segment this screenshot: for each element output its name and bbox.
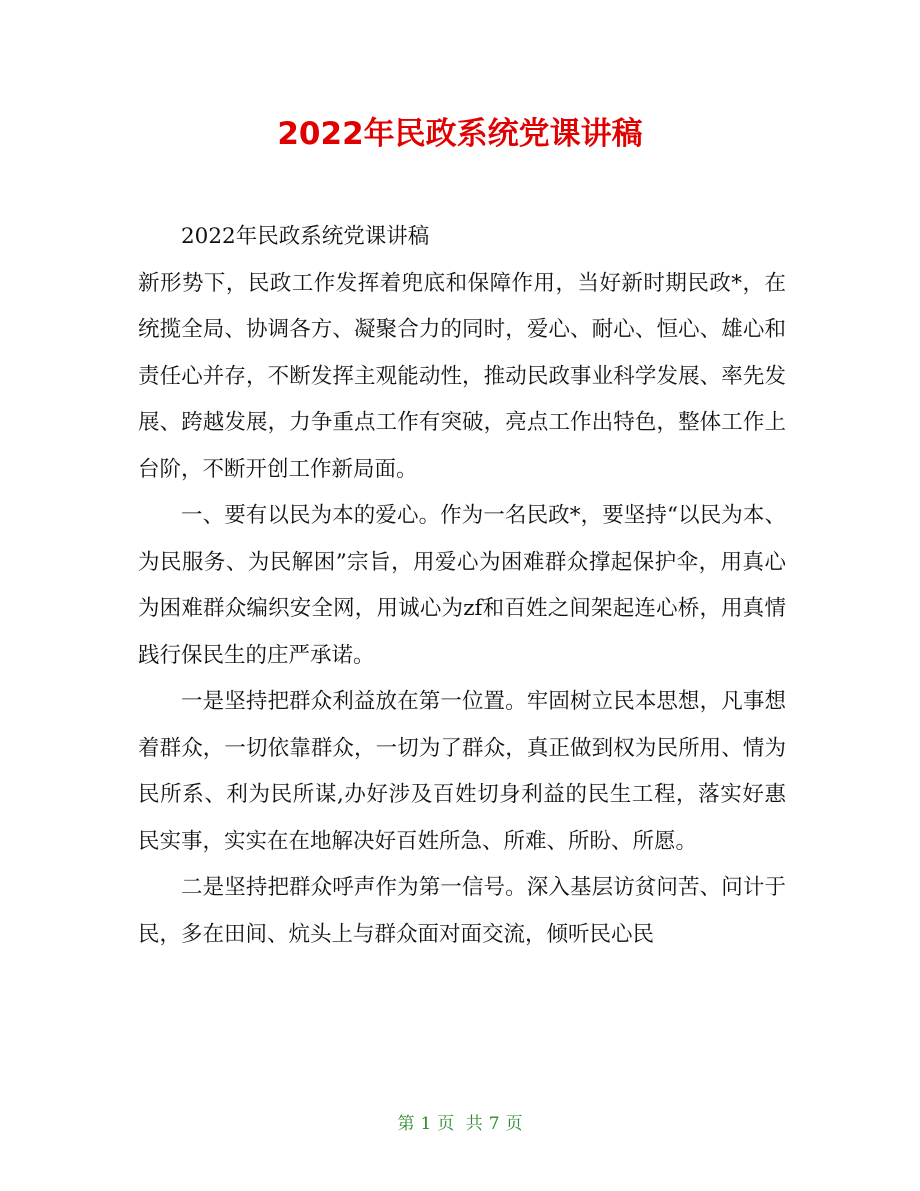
footer-suffix: 页	[505, 1114, 523, 1134]
paragraph-intro: 新形势下，民政工作发挥着兜底和保障作用，当好新时期民政*，在统揽全局、协调各方、凝聚合力的同时，爱心、耐心、恒心、雄心和责任心并存，不断发挥主观能动性，推动民政事业科学发展、率先发展、跨越发展，力争重点工作有突破，亮点工作出特色，整体工作上台阶，不断开创工作新局面。	[138, 270, 786, 482]
footer-middle: 页 共	[437, 1114, 483, 1134]
page-footer	[0, 1112, 920, 1136]
paragraph-point-one: 一是坚持把群众利益放在第一位置。牢固树立民本思想，凡事想着群众，一切依靠群众，一切为了群众，真正做到权为民所用、情为民所系、利为民所谋,办好涉及百姓切身利益的民生工程，落实好惠民实事，实实在在地解决好百姓所急、所难、所盼、所愿。	[138, 689, 786, 854]
paragraph-subtitle: 2022年民政系统党课讲稿	[181, 224, 430, 249]
document-body	[138, 214, 786, 958]
footer-total-pages: 7	[488, 1114, 500, 1134]
document-title: 2022年民政系统党课讲稿	[277, 116, 643, 152]
footer-prefix: 第	[397, 1114, 415, 1134]
paragraph-section-one: 一、要有以民为本的爱心。作为一名民政*，要坚持“以民为本、为民服务、为民解困”宗旨，用爱心为困难群众撑起保护伞，用真心为困难群众编织安全网，用诚心为zf和百姓之间架起连心桥，用真情践行保民生的庄严承诺。	[138, 503, 786, 668]
footer-current-page: 1	[420, 1114, 432, 1134]
paragraph-point-two: 二是坚持把群众呼声作为第一信号。深入基层访贫问苦、问计于民，多在田间、炕头上与群众面对面交流，倾听民心民	[138, 875, 786, 947]
